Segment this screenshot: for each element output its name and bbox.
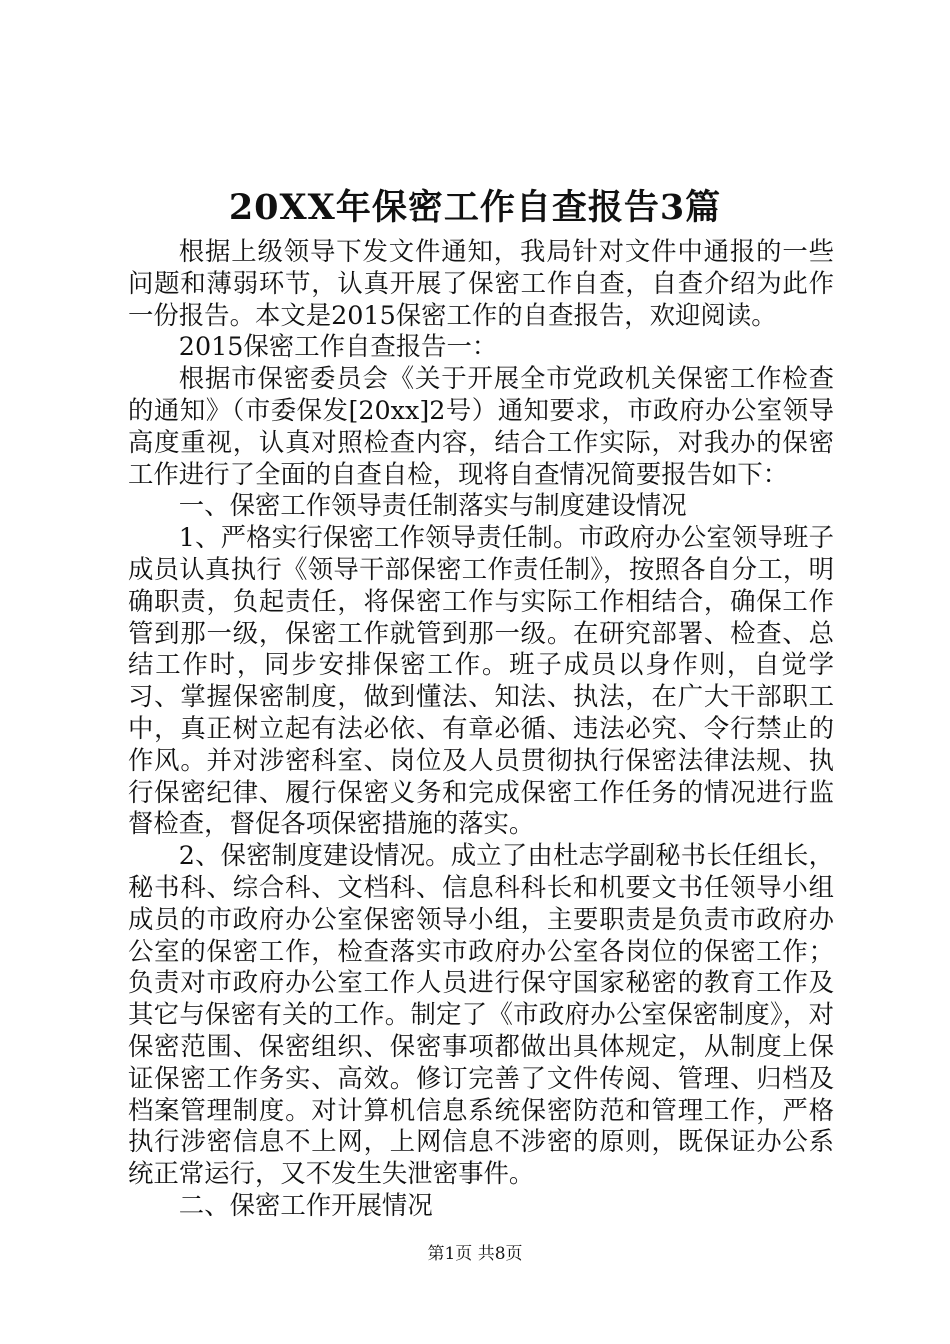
document-body xyxy=(128,236,834,1222)
paragraph-responsibility: 1、严格实行保密工作领导责任制。市政府办公室领导班子成员认真执行《领导干部保密工作责任制》，按照各自分工，明确职责，负起责任，将保密工作与实际工作相结合，确保工作管到那一级，保密工作就管到那一级。在研究部署、检查、总结工作时，同步安排保密工作。班子成员以身作则，自觉学习、掌握保密制度，做到懂法、知法、执法，在广大干部职工中，真正树立起有法必依、有章必循、违法必究、令行禁止的作风。并对涉密科室、岗位及人员贯彻执行保密法律法规、执行保密纪律、履行保密义务和完成保密工作任务的情况进行监督检查，督促各项保密措施的落实。 xyxy=(128,522,834,839)
section-heading-2: 二、保密工作开展情况 xyxy=(178,1189,433,1220)
paragraph-intro: 根据上级领导下发文件通知，我局针对文件中通报的一些问题和薄弱环节，认真开展了保密工作自查，自查介绍为此作一份报告。本文是2015保密工作的自查报告，欢迎阅读。 xyxy=(128,236,834,330)
paragraph-notice: 根据市保密委员会《关于开展全市党政机关保密工作检查的通知》（市委保发[20xx]2号）通知要求，市政府办公室领导高度重视，认真对照检查内容，结合工作实际，对我办的保密工作进行了全面的自查自检，现将自查情况简要报告如下： xyxy=(128,363,834,489)
paragraph-system-building: 2、保密制度建设情况。成立了由杜志学副秘书长任组长，秘书科、综合科、文档科、信息科科长和机要文书任领导小组成员的市政府办公室保密领导小组，主要职责是负责市政府办公室的保密工作，检查落实市政府办公室各岗位的保密工作；负责对市政府办公室工作人员进行保守国家秘密的教育工作及其它与保密有关的工作。制定了《市政府办公室保密制度》，对保密范围、保密组织、保密事项都做出具体规定，从制度上保证保密工作务实、高效。修订完善了文件传阅、管理、归档及档案管理制度。对计算机信息系统保密防范和管理工作，严格执行涉密信息不上网，上网信息不涉密的原则，既保证办公系统正常运行，又不发生失泄密事件。 xyxy=(128,840,834,1189)
paragraph-report-heading: 2015保密工作自查报告一： xyxy=(178,331,498,362)
page-number-footer: 第1页 共8页 xyxy=(427,1244,523,1264)
section-heading-1: 一、保密工作领导责任制落实与制度建设情况 xyxy=(178,490,687,521)
document-title: 20XX年保密工作自查报告3篇 xyxy=(228,187,722,228)
